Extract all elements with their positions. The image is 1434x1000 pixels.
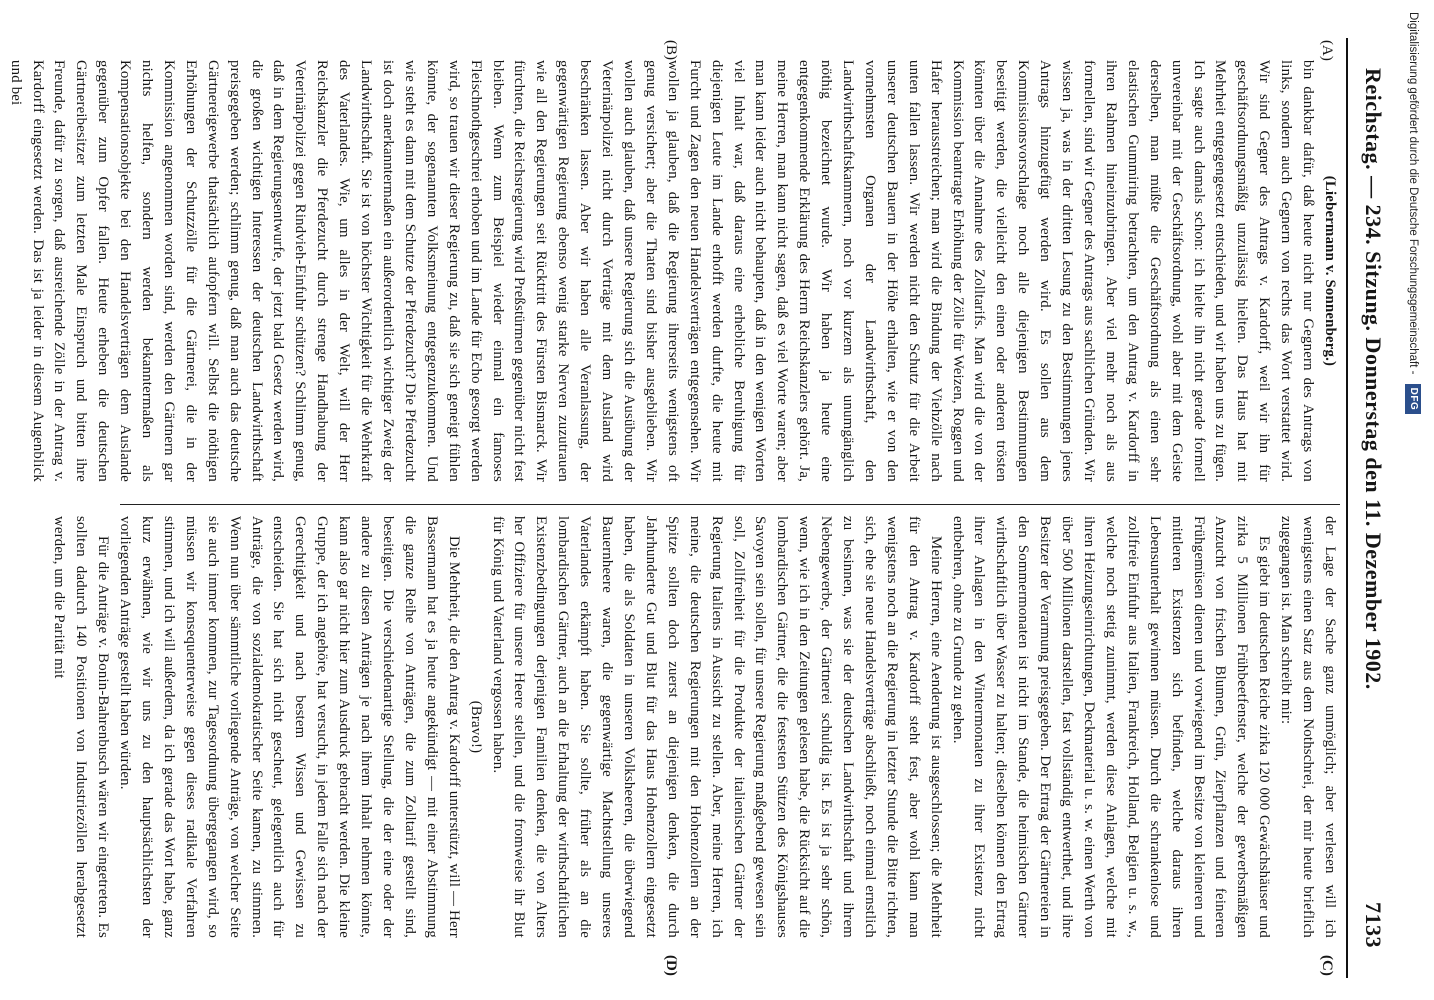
digitization-note — [1396, 12, 1430, 992]
left-column — [7, 60, 1340, 482]
document-page — [7, 38, 1392, 978]
margin-marker-a: (A) — [1319, 40, 1335, 61]
running-head-title: Reichstag. — 234. Sitzung. Donnerstag den 11. Dezember 1902. — [1361, 68, 1386, 690]
page-number: 7133 — [1361, 902, 1386, 948]
speaker-header — [1318, 60, 1340, 482]
right-paragraph-5: Die Mehrheit, die den Antrag v. Kardorff unterstützt, will — Herr Bassermann hat es ja heute angekündigt — mit einer Abstimmung die ganze Reihe von Anträgen, die zum Zolltarif gestellt sind, beseitigen. Die verschiedenartige Stellung, die der eine oder der andere zu diesen Anträgen je nach ihrem Inhalt nehmen könnte, kann also gar nicht hier zum Ausdruck gebracht werden. Die kleine Gruppe, der ich angehöre, hat versucht, in jedem Falle sich nach der Gerechtigkeit und nach bestem Wissen und Gewissen zu entscheiden. Sie hat sich nicht gescheut, gelegentlich auch für Anträge, die von sozialdemokratischer Seite kamen, zu stimmen. Wenn nun über sämmtliche vorliegende Anträge, von welcher Seite sie auch immer kommen, zur Tagesordnung übergegangen wird, so müssen wir konsequenterweise gegen dieses radikale Verfahren stimmen, und ich will außerdem, da ich gerade das Wort habe, ganz kurz erwähnen, wie wir uns zu den hauptsächlichsten der vorliegenden Anträge gestellt haben würden. — [117, 516, 462, 938]
digitization-note-text — [1396, 12, 1430, 992]
margin-marker-d: (D) — [663, 955, 679, 976]
margin-marker-c: (C) — [1319, 955, 1335, 976]
dfg-logo: DFG — [1405, 384, 1421, 415]
right-column — [51, 516, 1340, 938]
right-paragraph-quote: Es giebt im deutschen Reiche zirka 120 000 Gewächshäuser und zirka 5 Millionen Frühbeetfenster, welche der gewerbsmäßigen Anzucht von frischen Blumen, Grün, Zierpflanzen und feineren Frühgemüsen dienen und vorwiegend im Besitze von kleineren und mittleren Existenzen sich befinden, welche daraus ihren Lebensunterhalt gewinnen müssen. Durch die schrankenlose und zollfreie Einfuhr aus Italien, Frankreich, Holland, Belgien u. s. w., welche noch stetig zunimmt, werden diese Anlagen, welche mit ihren Heizungseinrichtungen, Deckmaterial u. s. w. einen Werth von über 500 Millionen darstellen, fast vollständig entwerthet, und ihre Besitzer der Verarmung preisgegeben. Der Ertrag der Gärtnereien in den Sommermonaten ist nicht im Stande, die heimischen Gärtner wirthschaftlich über Wasser zu halten; dieselben können den Ertrag ihrer Anlagen in den Wintermonaten zu ihrer Existenz nicht entbehren, ohne zu Grunde zu gehen. — [949, 516, 1273, 938]
digitization-credit: Digitalisierung gefördert durch die Deutsche Forschungsgemeinschaft - — [1407, 12, 1419, 375]
column-divider — [120, 504, 1340, 505]
running-head — [1348, 38, 1392, 978]
left-paragraph-1: bin dankbar dafür, daß heute nicht nur Gegnern des Antrags von links, sondern auch Gegnern von rechts das Wort verstattet wird. Wir sind Gegner des Antrags v. Kardorff, weil wir ihn für geschäftsordnungsmäßig unzulässig hielten. Das Haus hat mit Mehrheit entgegengesetzt entschieden, und wir haben uns zu fügen. Ich sagte auch damals schon: ich hielte ihn nicht gerade formell unvereinbar mit der Geschäftsordnung, wohl aber mit dem Geiste derselben, man müßte die Geschäftsordnung als einen sehr elastischen Gummiring betrachten, um den Antrag v. Kardorff in ihren Rahmen hineinzubringen. Aber viel mehr noch als aus formellen, sind wir Gegner des Antrags aus sachlichen Gründen. Wir wissen ja, was in der dritten Lesung zu den Bestimmungen jenes Antrags hinzugefügt werden wird. Es sollen aus dem Kommissionsvorschlage noch alle diejenigen Bestimmungen beseitigt werden, die vielleicht den einen oder anderen trösten könnten über die Annahme des Zolltarifs. Man wird die von der Kommission beantragte Erhöhung der Zölle für Weizen, Roggen und Hafer herausstreichen; man wird die Bindung der Viehzölle nach unten fallen lassen. Wir werden nicht den Schutz für die Arbeit unserer deutschen Bauern in der Höhe erhalten, wie er von den vornehmsten Organen der Landwirthschaft, den Landwirthschaftskammern, noch vor kurzem als unumgänglich nöthig bezeichnet wurde. Wir haben ja heute eine entgegenkommende Erklärung des Herrn Reichskanzlers gehört. Ja, meine Herren, man kann nicht sagen, daß es viel Worte waren; aber man kann leider auch nicht behaupten, daß in den wenigen Worten viel Inhalt war, daß daraus eine erhebliche Beruhigung für diejenigen Leute im Lande erhofft werden durfte, die heute mit Furcht und Zagen den neuen Handelsverträgen entgegensehen. Wir wollen ja glauben, daß die Regierung ihrerseits wenigstens oft genug versichert; aber die Thaten sind bisher ausgeblieben. Wir wollen auch glauben, daß unsere Regierung sich die Ausübung der Veterinärpolizei nicht durch Verträge mit dem Ausland wird beschränken lassen. Aber wir haben alle Veranlassung, der gegenwärtigen Regierung ebenso wenig starke Nerven zuzutrauen wie all den Regierungen seit Rücktritt des Fürsten Bismarck. Wir fürchten, die Reichsregierung wird Preßstürmen gegenüber nicht fest bleiben. Wenn zum Beispiel wieder einmal ein famoses Fleischnothgeschrei erhoben und im Lande für Echo gesorgt werden wird, so trauen wir dieser Regierung zu, daß sie sich geneigt fühlen könnte, der sogenannten Volksmeinung entgegenzukommen. Und wie steht es dann mit dem Schutze der Pferdezucht? Die Pferdezucht ist doch anerkanntermaßen ein außerordentlich wichtiger Zweig der Landwirthschaft. Sie ist von höchster Wichtigkeit für die Wehrkraft des Vaterlandes. Wie, um alles in der Welt, will der Herr Reichskanzler die Pferdezucht durch strenge Handhabung der Veterinärpolizei gegen Rindvieh-Einfuhr schützen? Schlimm genug, daß in dem Regierungsentwurfe, der jetzt bald Gesetz werden wird, die großen wichtigen Interessen der deutschen Landwirthschaft preisgegeben werden; schlimm genug, daß man auch das deutsche Gärtnereigewerbe thatsächlich aufopfern will. Selbst die nöthigen Erhöhungen der Schutzzölle für die Gärtnerei, die in der Kommission angenommen worden sind, werden den Gärtnern gar nichts helfen, sondern werden bekanntermaßen als Kompensationsobjekte bei den Handelsverträgen dem Auslande gegenüber zum Opfer fallen. Heute erheben die deutschen Gärtnereibesitzer zum letzten Male Einspruch und bitten ihre Freunde, dafür zu sorgen, daß ausreichende Zölle in der Antrag v. Kardorff eingesetzt werden. Das ist ja leider in diesem Augenblick und bei — [7, 60, 1317, 482]
applause-note: (Bravo!) — [467, 700, 484, 754]
header-rule — [1346, 38, 1348, 978]
right-paragraph-3: Meine Herren, eine Aenderung ist ausgeschlossen; die Mehrheit für den Antrag v. Kardorff steht fest, aber wohl kann man wenigstens noch an die Regierung in letzter Stunde die Bitte richten, sich, ehe sie neue Handelsverträge abschließt, noch einmal ernstlich zu besinnen, was sie der deutschen Landwirthschaft und ihrem Nebengewerbe, der Gärtnerei schuldig ist. Es ist ja sehr schön, wenn, wie ich in den Zeitungen gelesen habe, die Rücksicht auf die lombardischen Gärtner, die die festesten Stützen des Königshauses Savoyen sein sollen, für unsere Regierung maßgebend gewesen sein soll, Zollfreiheit für die Produkte der italienischen Gärtner der Regierung Italiens in Aussicht zu stellen. Aber, meine Herren, ich meine, die deutschen Regierungen mit den Hohenzollern an der Spitze sollten doch zuerst an diejenigen denken, die durch Jahrhunderte Gut und Blut für das Haus Hohenzollern eingesetzt haben, die als Soldaten in unseren Volksheeren, die überwiegend Bauernheere waren, die gegenwärtige Machtstellung unseres Vaterlandes erkämpft haben. Sie sollte, früher als an die lombardischen Gärtner, auch an die Erhaltung der wirthschaftlichen Existenzbedingungen derjenigen Familien denken, die von Alters her Offiziere für unsere Heere stellen, und die fromweise ihr Blut für König und Vaterland vergossen haben. — [489, 516, 944, 938]
right-paragraph-1: der Lage der Sache ganz unmöglich; aber verlesen will ich wenigstens einen Satz aus dem Nothschrei, der mir heute brieflich zugegangen ist. Man schreibt mir: — [1278, 516, 1338, 938]
margin-marker-b: (B) — [663, 40, 679, 60]
speaker-name: (Liebermann v. Sonnenberg.) — [1322, 175, 1338, 367]
right-paragraph-6: Für die Anträge v. Bonin-Bahrenbusch wären wir eingetreten. Es sollten dadurch 140 Positionen von Industriezöllen herabgesetzt werden, um die Parität mit — [51, 516, 112, 938]
